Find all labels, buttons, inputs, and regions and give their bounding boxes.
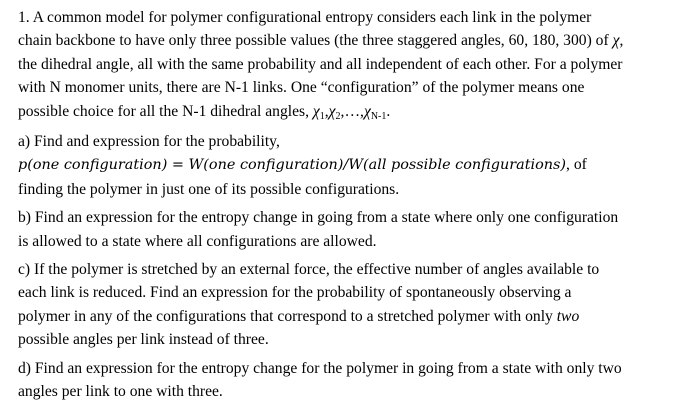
part-a-line-2: p(one configuration) = W(one configuration)/W(all possible configurations), of [18,156,587,174]
intro-line-4: with N monomer units, there are N-1 links. One “configuration” of the polymer means one [18,79,585,97]
part-d [18,357,690,404]
part-b-line-1: b) Find an expression for the entropy change in going from a state where only one configuration [18,209,619,227]
chi-2: χ [328,102,336,120]
part-d-line-2: angles per link to one with three. [18,383,223,401]
part-a-line-1: a) Find and expression for the probability, [18,133,280,151]
chi-1: χ [312,102,320,120]
intro-line-5: possible choice for all the N-1 dihedral angles, χ1,χ2,…,χN-1. [18,102,391,122]
part-b [18,206,690,253]
part-c-line-1: c) If the polymer is stretched by an external force, the effective number of angles available to [18,261,600,279]
part-c-line-3: polymer in any of the configurations that correspond to a stretched polymer with only two [18,307,580,325]
chi-n-minus-1: χ [363,102,371,120]
part-a [18,130,690,201]
chi-symbol: χ [612,32,620,50]
problem-document [18,6,690,404]
question-1-intro [18,6,690,125]
part-c-line-4: possible angles per link instead of three. [18,331,269,349]
part-d-line-1: d) Find an expression for the entropy change for the polymer in going from a state with only two [18,359,622,377]
intro-line-3: the dihedral angle, all with the same probability and all independent of each other. For a polymer [18,55,623,73]
emphasis-two: two [556,307,580,325]
part-c [18,258,690,352]
part-b-line-2: is allowed to a state where all configurations are allowed. [18,232,377,250]
part-a-line-3: finding the polymer in just one of its possible configurations. [18,180,400,198]
intro-line-1: 1. A common model for polymer configurational entropy considers each link in the polymer [18,9,592,26]
part-c-line-2: each link is reduced. Find an expression for the probability of spontaneously observing a [18,284,572,302]
probability-formula: p(one configuration) = W(one configuration)/W(all possible configurations) [18,157,567,174]
intro-line-2: chain backbone to have only three possible values (the three staggered angles, 60, 180, 300) of χ, [18,32,624,50]
